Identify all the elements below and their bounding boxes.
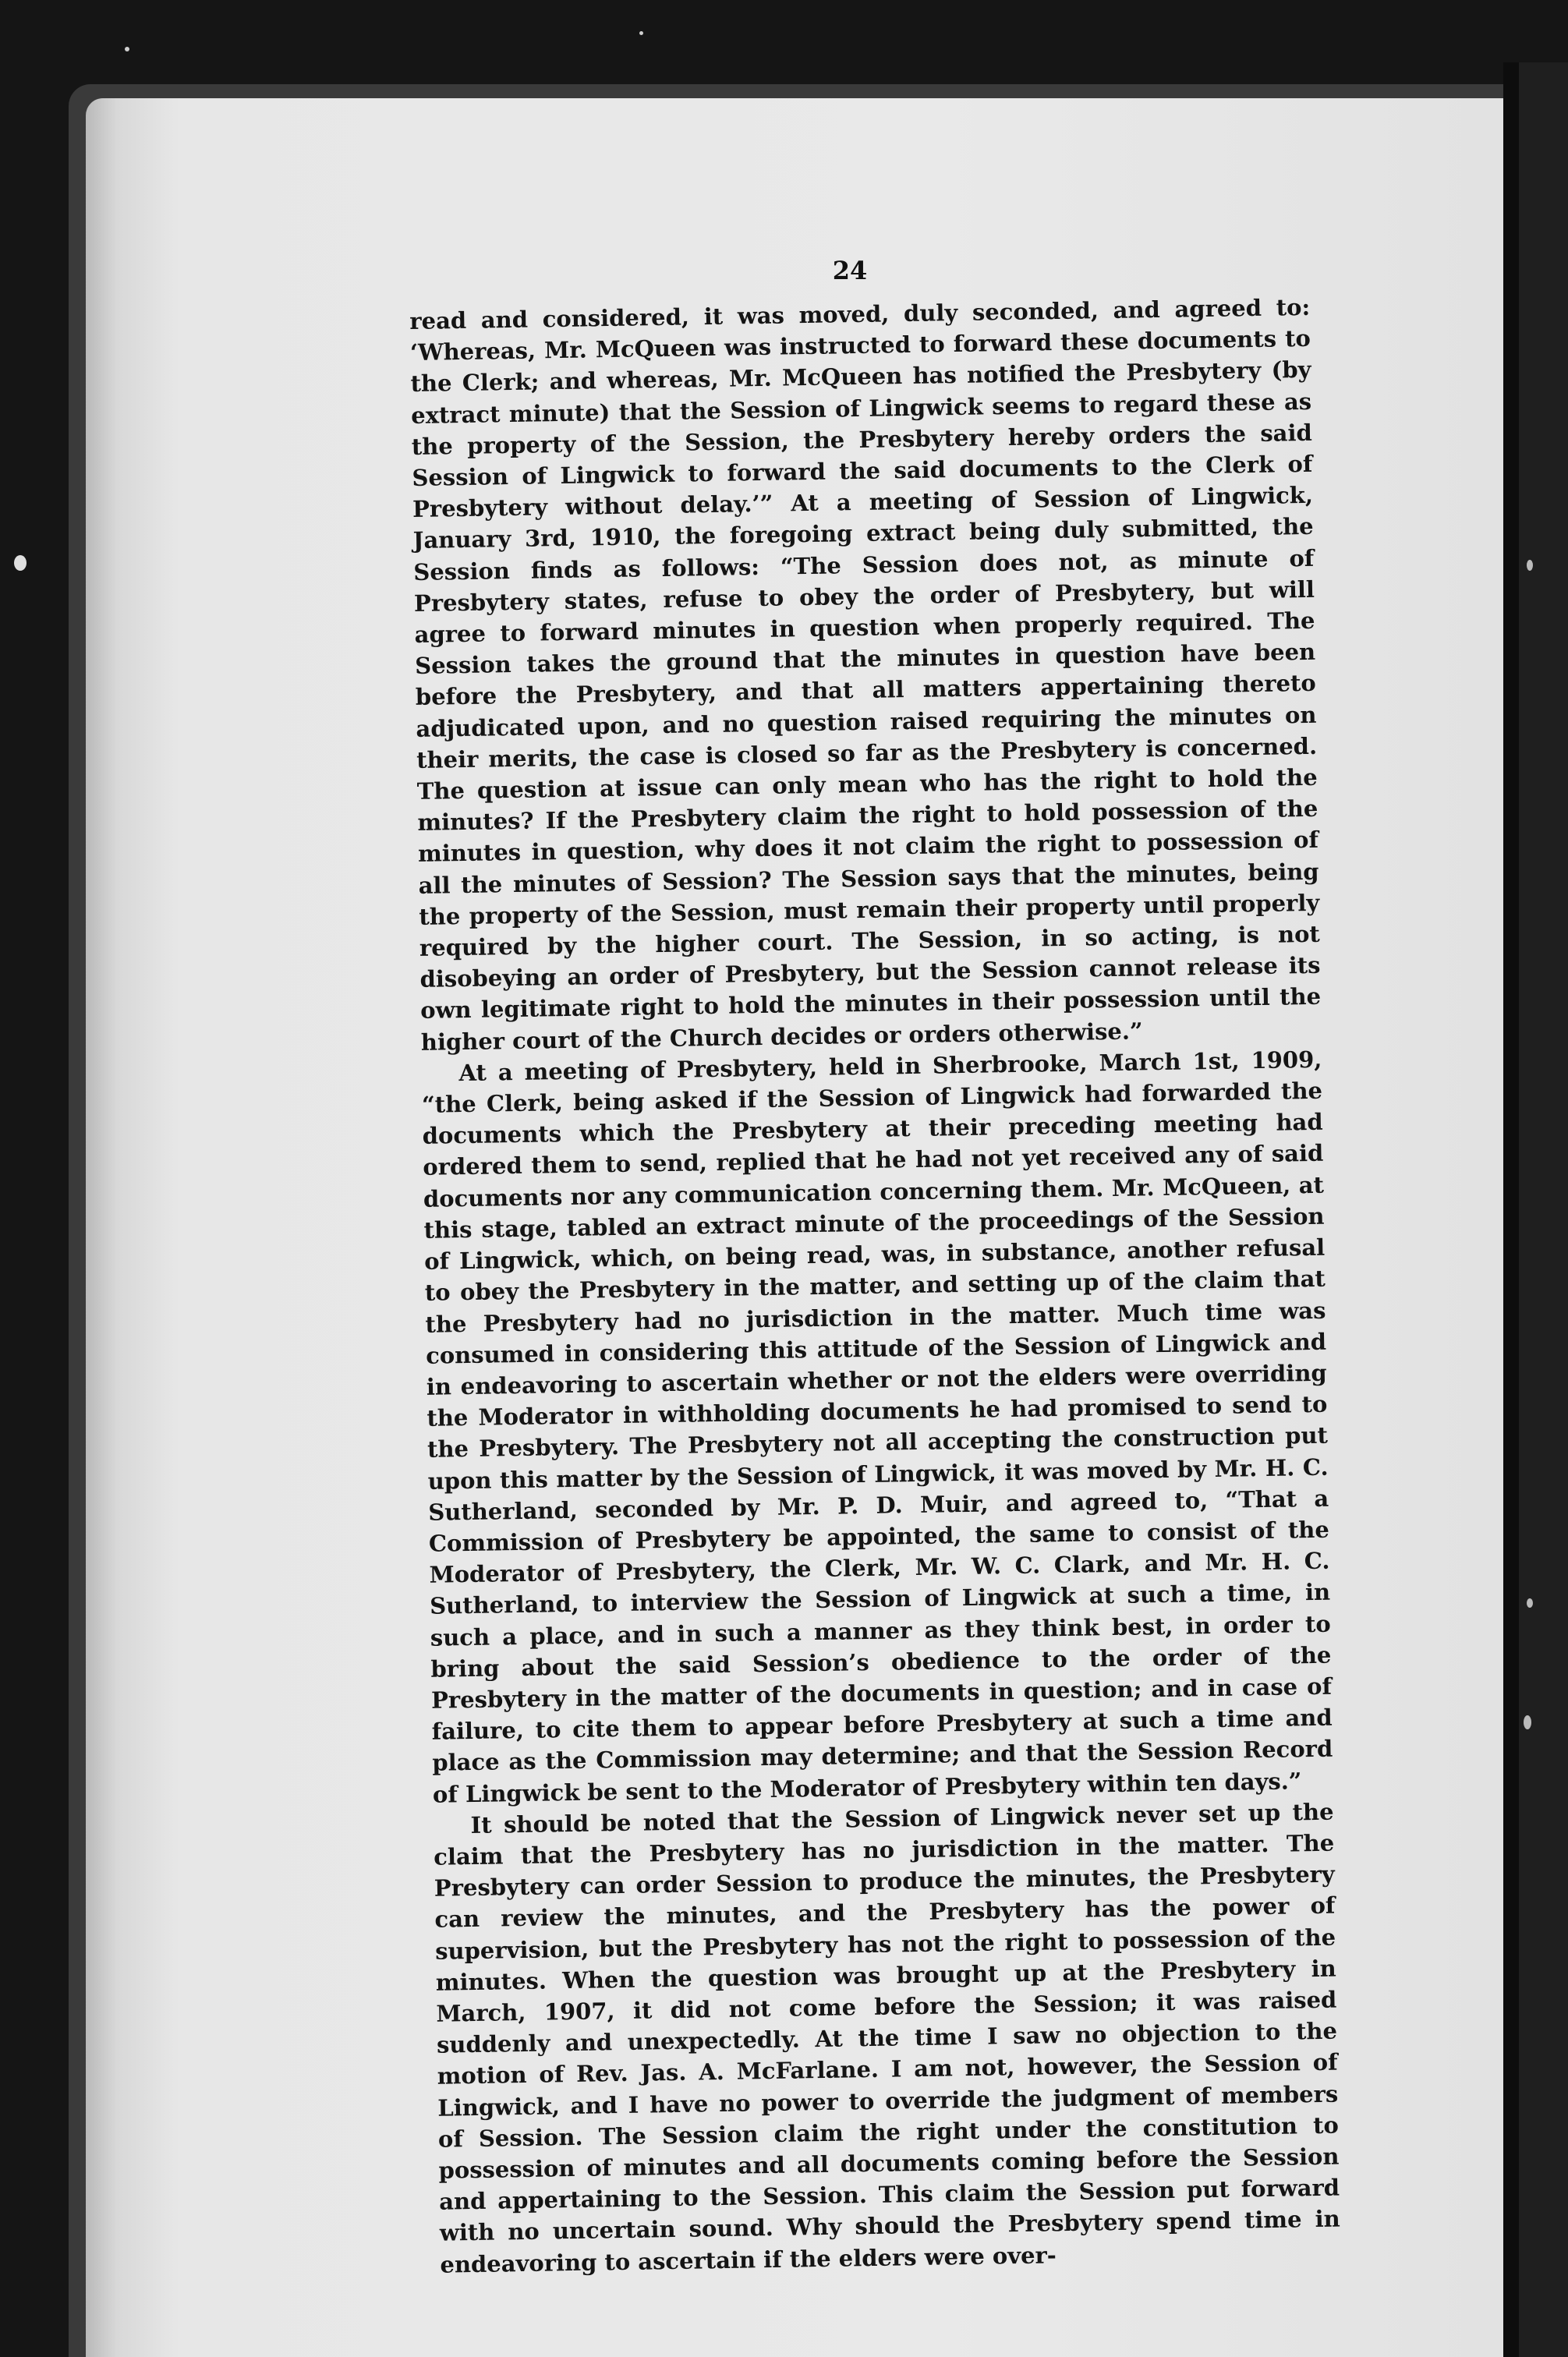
- dust-speck: [14, 555, 27, 571]
- binding-edge: [1503, 62, 1519, 2357]
- body-text: [409, 292, 1341, 2281]
- dust-speck: [1527, 1598, 1533, 1608]
- paragraph: It should be noted that the Session of Lingwick never set up the claim that the Presbytery has no jurisdiction in the matter. The Presbytery can order Session to produce the minutes, the Presbytery can review the minutes, and the Presbytery has the power of supervision, but the Presbytery has not the right to possession of the minutes. When the question was brought up at the Presbytery in March, 1907, it did not come before the Session; it was raised suddenly and unexpectedly. At the time I saw no objection to the motion of Rev. Jas. A. McFarlane. I am not, however, the Session of Lingwick, and I have no power to override the judgment of members of Session. The Session claim the right under the constitution to possession of minutes and all documents coming before the Session and appertaining to the Session. This claim the Session put forward with no uncertain sound. Why should the Presbytery spend time in endeavoring to ascertain if the elders were over-: [433, 1798, 1340, 2278]
- dust-speck: [1527, 560, 1533, 571]
- dust-speck: [639, 31, 643, 35]
- paragraph: read and considered, it was moved, duly seconded, and agreed to: ‘Whereas, Mr. McQueen was instructed to forward these documents to the Clerk; and whereas, Mr. McQueen has notified the Presbytery (by extract minute) that the Session of Lingwick seems to regard these as the property of the Session, the Presbytery hereby orders the said Session of Lingwick to forward the said documents to the Clerk of Presbytery without delay.’” At a meeting of Session of Lingwick, January 3rd, 1910, the foregoing extract being duly submitted, the Session finds as follows: “The Session does not, as minute of Presbytery states, refuse to obey the order of Presbytery, but will agree to forward minutes in question when properly required. The Session takes the ground that the minutes in question have been before the Presbytery, and that all matters appertaining thereto adjudicated upon, and no question raised requiring the minutes on their merits, the case is closed so far as the Presbytery is concerned. The question at issue can only mean who has the right to hold the minutes? If the Presbytery claim the right to hold possession of the minutes in question, why does it not claim the right to possession of all the minutes of Session? The Session says that the minutes, being the property of the Session, must remain their property until properly required by the higher court. The Session, in so acting, is not disobeying an order of Presbytery, but the Session cannot release its own legitimate right to hold the minutes in their possession until the higher court of the Church decides or orders otherwise.”: [409, 293, 1322, 1056]
- paragraph: At a meeting of Presbytery, held in Sherbrooke, March 1st, 1909, “the Clerk, being asked if the Session of Lingwick had forwarded the documents which the Presbytery at their preceding meeting had ordered them to send, replied that he had not yet received any of said documents nor any communication concerning them. Mr. McQueen, at this stage, tabled an extract minute of the proceedings of the Session of Lingwick, which, on being read, was, in substance, another refusal to obey the Presbytery in the matter, and setting up of the claim that the Presbytery had no jurisdiction in the matter. Much time was consumed in considering this attitude of the Session of Lingwick and in endeavoring to ascertain whether or not the elders were overriding the Moderator in withholding documents he had promised to send to the Presbytery. The Presbytery not all accepting the construction put upon this matter by the Session of Lingwick, it was moved by Mr. H. C. Sutherland, seconded by Mr. P. D. Muir, and agreed to, “That a Commission of Presbytery be appointed, the same to consist of the Moderator of Presbytery, the Clerk, Mr. W. C. Clark, and Mr. H. C. Sutherland, to interview the Session of Lingwick at such a time, in such a place, and in such a manner as they think best, in order to bring about the said Session’s obedience to the order of the Presbytery in the matter of the documents in question; and in case of failure, to cite them to appear before Presbytery at such a time and place as the Commission may determine; and that the Session Record of Lingwick be sent to the Moderator of Presbytery within ten days.”: [421, 1046, 1333, 1808]
- page-number: 24: [832, 256, 868, 285]
- dust-speck: [1524, 1715, 1531, 1729]
- adjacent-page-strip: [1519, 62, 1568, 2357]
- dust-speck: [125, 47, 129, 51]
